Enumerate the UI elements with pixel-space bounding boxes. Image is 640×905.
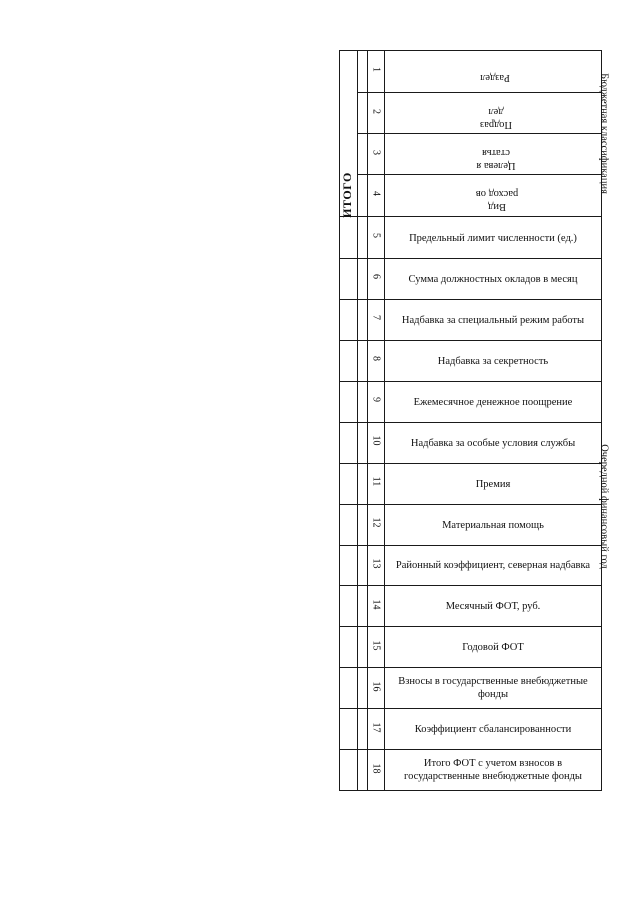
row-line-15 bbox=[339, 667, 602, 668]
row-text-12: Материальная помощь bbox=[442, 520, 544, 531]
col-num-9: 9 bbox=[370, 397, 382, 402]
row-line-1 bbox=[357, 92, 602, 93]
col-num-14: 14 bbox=[370, 599, 382, 610]
header-target-article: Целева я статья bbox=[476, 147, 516, 171]
row-line-6 bbox=[339, 299, 602, 300]
row-text-17: Коэффициент сбалансированности bbox=[414, 724, 572, 735]
col-line-num-text bbox=[384, 50, 385, 791]
row-line-16 bbox=[339, 708, 602, 709]
col-num-1: 1 bbox=[370, 67, 382, 72]
row-text-14: Месячный ФОТ, руб. bbox=[445, 601, 541, 612]
row-line-11 bbox=[339, 504, 602, 505]
row-line-3 bbox=[357, 174, 602, 175]
row-line-14 bbox=[339, 626, 602, 627]
row-text-10: Надбавка за особые условия службы bbox=[410, 438, 576, 449]
row-line-17 bbox=[339, 749, 602, 750]
row-text-18: Итого ФОТ с учетом взносов в государственные внебюджетные фонды bbox=[404, 758, 582, 782]
row-text-16: Взносы в государственные внебюджетные фонды bbox=[398, 676, 588, 700]
table-border-top bbox=[339, 50, 602, 51]
col-num-16: 16 bbox=[370, 681, 382, 692]
col-num-6: 6 bbox=[370, 274, 382, 279]
table-border-bottom bbox=[339, 790, 602, 791]
row-text-13: Районный коэффициент, северная надбавка bbox=[395, 560, 591, 571]
col-num-3: 3 bbox=[370, 150, 382, 155]
col-num-5: 5 bbox=[370, 233, 382, 238]
col-num-4: 4 bbox=[370, 191, 382, 196]
row-text-6: Сумма должностных окладов в месяц bbox=[408, 274, 578, 285]
row-line-5 bbox=[339, 258, 602, 259]
col-num-15: 15 bbox=[370, 640, 382, 651]
col-line-total bbox=[357, 50, 358, 791]
col-num-13: 13 bbox=[370, 558, 382, 569]
col-num-7: 7 bbox=[370, 315, 382, 320]
row-line-7 bbox=[339, 340, 602, 341]
col-num-18: 18 bbox=[370, 763, 382, 774]
row-text-15: Годовой ФОТ bbox=[462, 642, 524, 653]
row-line-4 bbox=[339, 216, 602, 217]
col-num-11: 11 bbox=[370, 476, 382, 487]
row-line-2 bbox=[357, 133, 602, 134]
row-text-7: Надбавка за специальный режим работы bbox=[401, 315, 585, 326]
table-border-left bbox=[339, 50, 340, 791]
row-text-11: Премия bbox=[475, 479, 511, 490]
row-line-12 bbox=[339, 545, 602, 546]
header-podrazdel: Подраз дел bbox=[480, 106, 512, 130]
col-num-17: 17 bbox=[370, 722, 382, 733]
col-num-2: 2 bbox=[370, 109, 382, 114]
col-num-10: 10 bbox=[370, 435, 382, 446]
col-num-12: 12 bbox=[370, 517, 382, 528]
row-text-8: Надбавка за секретность bbox=[437, 356, 549, 367]
header-expense-type: Вид расход ов bbox=[475, 188, 519, 212]
row-text-5: Предельный лимит численности (ед.) bbox=[409, 233, 577, 244]
row-line-8 bbox=[339, 381, 602, 382]
total-label: ИТОГО bbox=[340, 172, 354, 218]
col-line-itogo-num bbox=[367, 50, 368, 791]
row-line-9 bbox=[339, 422, 602, 423]
row-text-9: Ежемесячное денежное поощрение bbox=[413, 397, 573, 408]
header-fiscal-year: Очередной финансовый год bbox=[598, 444, 610, 569]
col-num-8: 8 bbox=[370, 356, 382, 361]
row-line-13 bbox=[339, 585, 602, 586]
header-budget-classification: Бюджетная классификация bbox=[598, 73, 610, 194]
row-line-10 bbox=[339, 463, 602, 464]
header-razdel: Раздел bbox=[480, 72, 510, 83]
